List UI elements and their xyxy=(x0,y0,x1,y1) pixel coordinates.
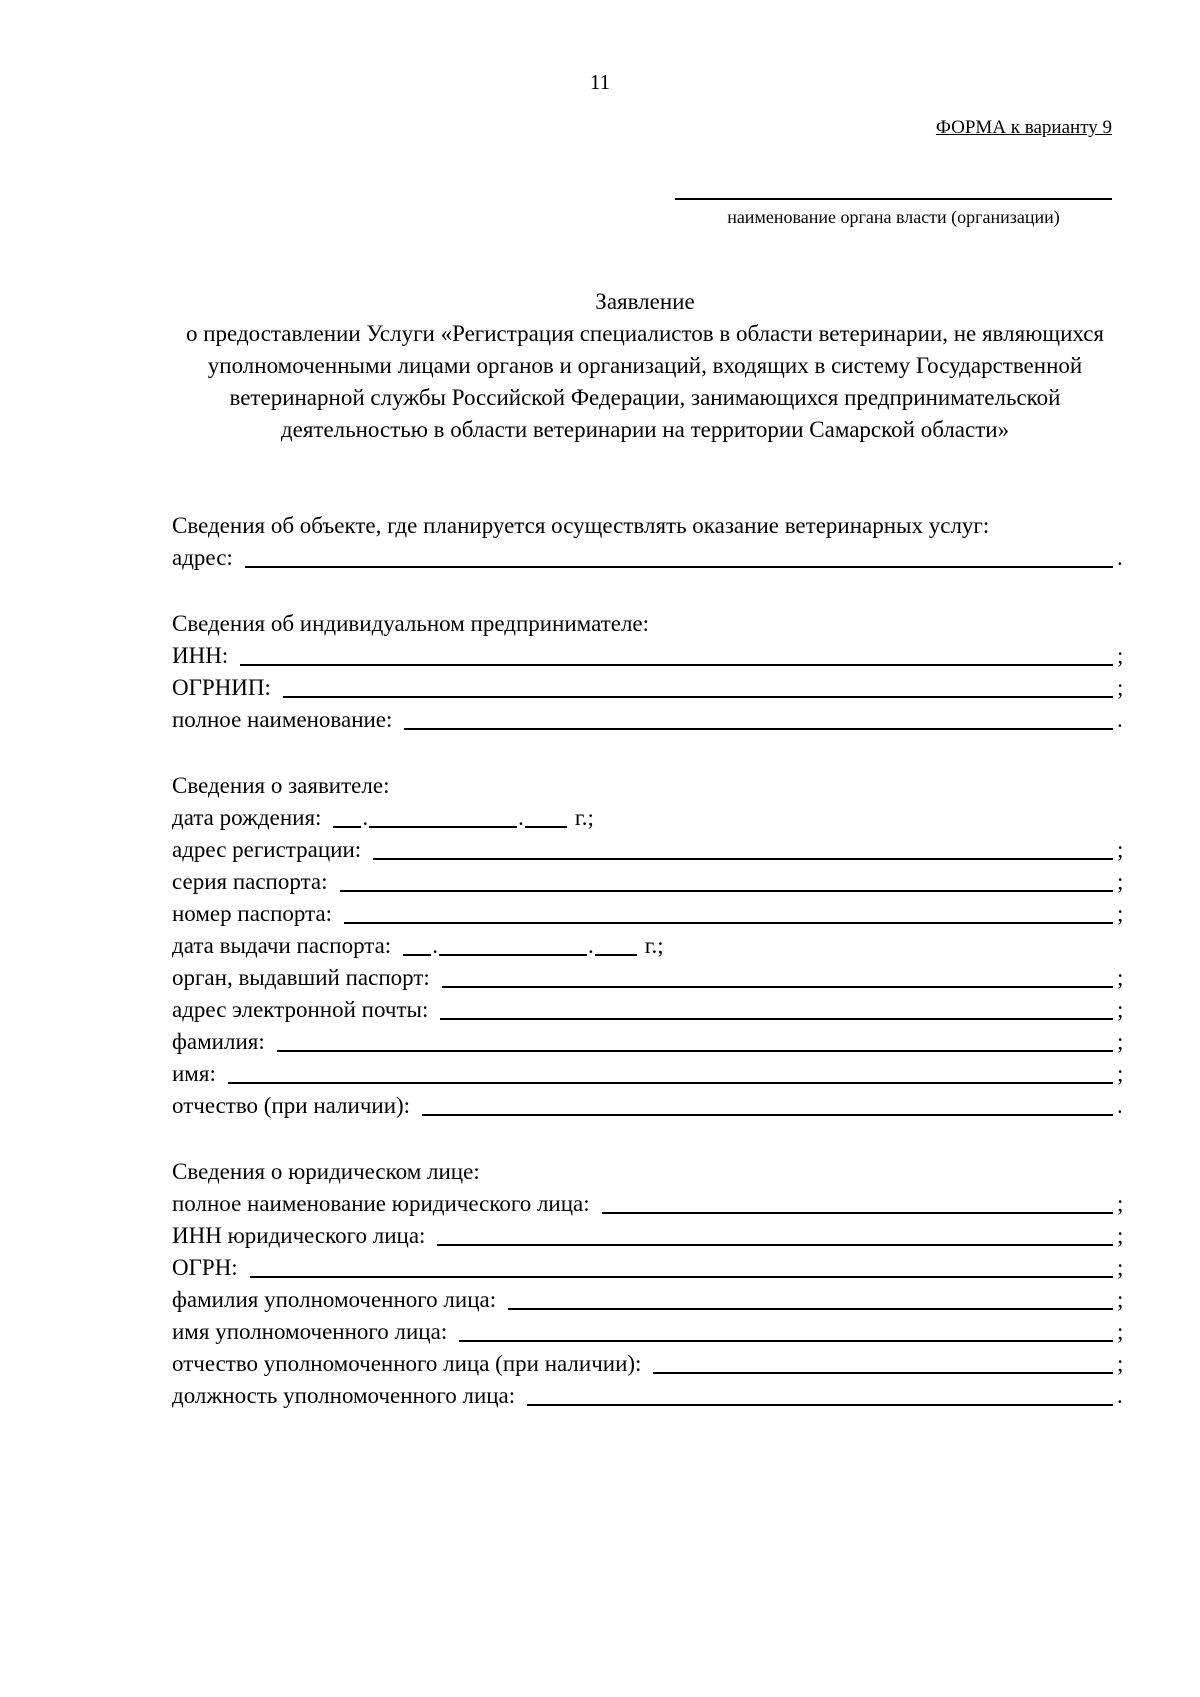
form-sections xyxy=(172,510,1127,1446)
issue-month-input[interactable] xyxy=(439,930,587,956)
object-section-heading: Сведения об объекте, где планируется осуществлять оказание ветеринарных услуг: xyxy=(172,513,990,538)
object-section xyxy=(172,510,1127,574)
first-name-input[interactable] xyxy=(228,1058,1113,1084)
date-separator: . xyxy=(587,933,594,958)
passport-issue-date-label: дата выдачи паспорта: xyxy=(172,933,392,958)
passport-issuer-row xyxy=(172,962,1127,994)
entrepreneur-inn-row xyxy=(172,640,1127,672)
row-end-punctuation: . xyxy=(1117,1093,1123,1118)
email-row xyxy=(172,994,1127,1026)
legal-entity-section xyxy=(172,1156,1127,1412)
representative-patronymic-label: отчество уполномоченного лица (при наличии): xyxy=(172,1351,642,1376)
row-end-punctuation: ; xyxy=(1117,901,1124,926)
representative-surname-input[interactable] xyxy=(508,1284,1113,1310)
application-title-block xyxy=(160,286,1130,446)
row-end-punctuation: ; xyxy=(1117,1255,1124,1280)
application-subject: о предоставлении Услуги «Регистрация специалистов в области ветеринарии, не являющихся уполномоченными лицами органов и организаций, входящих в систему Государственной ветеринарной службы Российской Федерации, занимающихся предпринимательской деятельностью в области ветеринарии на территории Самарской области» xyxy=(185,321,1104,442)
page-number: 11 xyxy=(589,70,611,94)
issue-year-input[interactable] xyxy=(595,930,637,956)
row-end-punctuation: ; xyxy=(1117,837,1124,862)
applicant-section-heading: Сведения о заявителе: xyxy=(172,773,390,798)
surname-row xyxy=(172,1026,1127,1058)
entrepreneur-full-name-label: полное наименование: xyxy=(172,707,393,732)
row-end-punctuation: ; xyxy=(1117,869,1124,894)
row-end-punctuation: . xyxy=(1117,545,1123,570)
birth-year-input[interactable] xyxy=(525,802,567,828)
entrepreneur-section-heading: Сведения об индивидуальном предпринимателе: xyxy=(172,611,650,636)
birth-date-row xyxy=(172,802,1127,834)
legal-entity-inn-row xyxy=(172,1220,1127,1252)
object-address-label: адрес: xyxy=(172,545,233,570)
birth-day-input[interactable] xyxy=(333,802,361,828)
year-suffix: г.; xyxy=(574,805,594,830)
entrepreneur-inn-input[interactable] xyxy=(240,640,1113,666)
row-end-punctuation: . xyxy=(1117,1383,1123,1408)
legal-entity-inn-label: ИНН юридического лица: xyxy=(172,1223,426,1248)
registration-address-row xyxy=(172,834,1127,866)
passport-issuer-input[interactable] xyxy=(442,962,1113,988)
first-name-row xyxy=(172,1058,1127,1090)
representative-position-row xyxy=(172,1380,1127,1412)
representative-surname-label: фамилия уполномоченного лица: xyxy=(172,1287,497,1312)
legal-entity-full-name-label: полное наименование юридического лица: xyxy=(172,1191,590,1216)
row-end-punctuation: ; xyxy=(1117,643,1124,668)
row-end-punctuation: ; xyxy=(1117,1319,1124,1344)
patronymic-label: отчество (при наличии): xyxy=(172,1093,411,1118)
authority-name-line[interactable] xyxy=(675,198,1112,200)
representative-patronymic-row xyxy=(172,1348,1127,1380)
legal-entity-ogrn-row xyxy=(172,1252,1127,1284)
surname-label: фамилия: xyxy=(172,1029,265,1054)
passport-issuer-label: орган, выдавший паспорт: xyxy=(172,965,430,990)
row-end-punctuation: ; xyxy=(1117,675,1124,700)
row-end-punctuation: ; xyxy=(1117,1061,1124,1086)
entrepreneur-ogrnip-input[interactable] xyxy=(283,672,1113,698)
entrepreneur-inn-label: ИНН: xyxy=(172,643,229,668)
representative-position-label: должность уполномоченного лица: xyxy=(172,1383,516,1408)
form-reference: ФОРМА к варианту 9 xyxy=(935,117,1112,138)
passport-number-label: номер паспорта: xyxy=(172,901,333,926)
email-input[interactable] xyxy=(440,994,1113,1020)
application-title: Заявление xyxy=(595,289,695,314)
date-separator: . xyxy=(362,805,369,830)
entrepreneur-full-name-input[interactable] xyxy=(404,704,1113,730)
legal-entity-full-name-input[interactable] xyxy=(602,1188,1113,1214)
row-end-punctuation: . xyxy=(1117,707,1123,732)
entrepreneur-ogrnip-label: ОГРНИП: xyxy=(172,675,271,700)
patronymic-input[interactable] xyxy=(422,1090,1113,1116)
legal-entity-ogrn-input[interactable] xyxy=(250,1252,1113,1278)
passport-series-label: серия паспорта: xyxy=(172,869,328,894)
row-end-punctuation: ; xyxy=(1117,1029,1124,1054)
passport-number-row xyxy=(172,898,1127,930)
representative-first-name-row xyxy=(172,1316,1127,1348)
passport-number-input[interactable] xyxy=(344,898,1113,924)
passport-issue-date-row xyxy=(172,930,1127,962)
registration-address-label: адрес регистрации: xyxy=(172,837,362,862)
representative-patronymic-input[interactable] xyxy=(653,1348,1113,1374)
applicant-section xyxy=(172,770,1127,1122)
date-separator: . xyxy=(518,805,524,830)
representative-first-name-label: имя уполномоченного лица: xyxy=(172,1319,448,1344)
email-label: адрес электронной почты: xyxy=(172,997,429,1022)
row-end-punctuation: ; xyxy=(1117,997,1124,1022)
patronymic-row xyxy=(172,1090,1127,1122)
representative-position-input[interactable] xyxy=(527,1380,1113,1406)
entrepreneur-section xyxy=(172,608,1127,736)
issue-day-input[interactable] xyxy=(403,930,431,956)
representative-first-name-input[interactable] xyxy=(459,1316,1113,1342)
row-end-punctuation: ; xyxy=(1117,1351,1124,1376)
passport-series-row xyxy=(172,866,1127,898)
row-end-punctuation: ; xyxy=(1117,965,1124,990)
legal-entity-section-heading: Сведения о юридическом лице: xyxy=(172,1159,480,1184)
representative-surname-row xyxy=(172,1284,1127,1316)
legal-entity-ogrn-label: ОГРН: xyxy=(172,1255,238,1280)
birth-date-label: дата рождения: xyxy=(172,805,322,830)
entrepreneur-full-name-row xyxy=(172,704,1127,736)
entrepreneur-ogrnip-row xyxy=(172,672,1127,704)
legal-entity-full-name-row xyxy=(172,1188,1127,1220)
object-address-row xyxy=(172,542,1127,574)
authority-name-caption: наименование органа власти (организации) xyxy=(727,207,1060,227)
legal-entity-inn-input[interactable] xyxy=(437,1220,1113,1246)
date-separator: . xyxy=(432,933,438,958)
registration-address-input[interactable] xyxy=(373,834,1113,860)
row-end-punctuation: ; xyxy=(1117,1287,1124,1312)
passport-series-input[interactable] xyxy=(340,866,1114,892)
year-suffix: г.; xyxy=(644,933,664,958)
row-end-punctuation: ; xyxy=(1117,1223,1124,1248)
surname-input[interactable] xyxy=(277,1026,1113,1052)
row-end-punctuation: ; xyxy=(1117,1191,1124,1216)
object-address-input[interactable] xyxy=(245,542,1113,568)
first-name-label: имя: xyxy=(172,1061,216,1086)
birth-month-input[interactable] xyxy=(369,802,517,828)
